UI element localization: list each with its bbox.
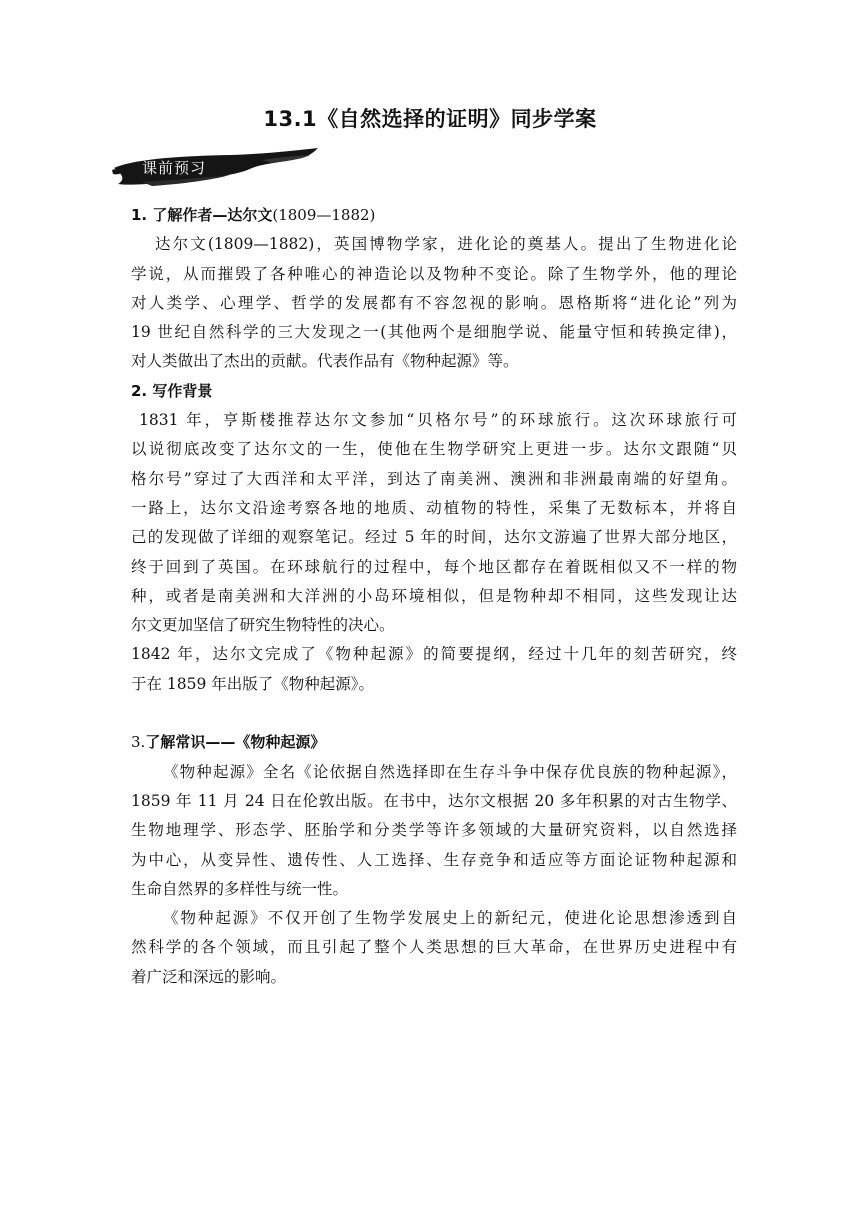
text-line: 以说彻底改变了达尔文的一生，使他在生物学研究上更进一步。达尔文跟随“贝	[131, 440, 737, 459]
section-3-heading-text: 了解常识——《物种起源》	[145, 733, 326, 752]
section-1-heading-years: (1809—1882)	[272, 206, 376, 224]
text-line: 己的发现做了详细的观察笔记。经过 5 年的时间，达尔文游遍了世界大部分地区，	[131, 528, 737, 547]
text-line: 生物地理学、形态学、胚胎学和分类学等许多领域的大量研究资料，以自然选择	[131, 821, 737, 840]
text-line: 尔文更加坚信了研究生物特性的决心。	[131, 616, 395, 635]
text-line: 于在 1859 年出版了《物种起源》。	[131, 674, 375, 693]
text-line: 1842 年，达尔文完成了《物种起源》的简要提纲，经过十几年的刻苦研究，终	[131, 645, 737, 664]
text-line: 对人类学、心理学、哲学的发展都有不容忽视的影响。恩格斯将“进化论”列为	[131, 293, 737, 312]
section-3-heading	[131, 728, 737, 757]
text-line: 为中心，从变异性、遗传性、人工选择、生存竞争和适应等方面论证物种起源和	[131, 850, 737, 869]
text-line: 《物种起源》全名《论依据自然选择即在生存斗争中保存优良族的物种起源》，	[163, 762, 737, 781]
text-line: 种，或者是南美洲和大洋洲的小岛环境相似，但是物种却不相同，这些发现让达	[131, 586, 737, 605]
text-line: 学说，从而摧毁了各种唯心的神造论以及物种不变论。除了生物学外，他的理论	[131, 264, 737, 283]
section-1-heading	[131, 201, 737, 230]
text-line: 格尔号”穿过了大西洋和太平洋，到达了南美洲、澳洲和非洲最南端的好望角。	[131, 469, 737, 488]
section-1-heading-text: 1. 了解作者—达尔文	[131, 206, 273, 224]
text-line: 终于回到了英国。在环球航行的过程中，每个地区都存在着既相似又不一样的物	[131, 557, 737, 576]
text-line: 生命自然界的多样性与统一性。	[131, 879, 349, 898]
text-line: 对人类做出了杰出的贡献。代表作品有《物种起源》等。	[131, 352, 519, 371]
section-2-heading: 2. 写作背景	[131, 381, 213, 400]
document-body	[131, 201, 737, 992]
text-line: 《物种起源》不仅开创了生物学发展史上的新纪元，使进化论思想渗透到自	[163, 909, 737, 928]
section-3-heading-prefix: 3.	[131, 733, 146, 752]
text-line: 然科学的各个领域，而且引起了整个人类思想的巨大革命，在世界历史进程中有	[131, 938, 737, 957]
text-line: 1831 年，亨斯楼推荐达尔文参加“贝格尔号”的环球旅行。这次环球旅行可	[139, 411, 737, 430]
spacer	[131, 699, 737, 728]
section-banner	[112, 146, 322, 188]
text-line: 达尔文(1809—1882)，英国博物学家，进化论的奠基人。提出了生物进化论	[155, 235, 737, 254]
text-line: 1859 年 11 月 24 日在伦敦出版。在书中，达尔文根据 20 多年积累的对古生物学、	[131, 791, 737, 810]
banner-label: 课前预习	[142, 159, 207, 177]
page-title: 13.1《自然选择的证明》同步学案	[263, 107, 597, 131]
text-line: 一路上，达尔文沿途考察各地的地质、动植物的特性，采集了无数标本，并将自	[131, 498, 737, 517]
text-line: 19 世纪自然科学的三大发现之一(其他两个是细胞学说、能量守恒和转换定律)，	[131, 323, 737, 342]
text-line: 着广泛和深远的影响。	[131, 967, 287, 986]
